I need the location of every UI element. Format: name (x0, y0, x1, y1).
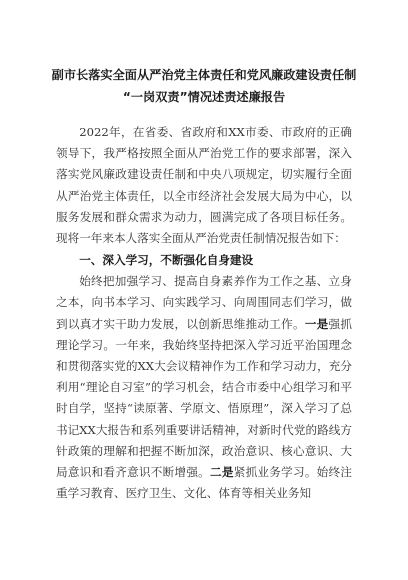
section-1-text-2: 强抓理论学习。一年来，我始终坚持把深入学习近平治国理念和贯彻落实党的XX大会议精神作为工作和学习动力，充分利用“理论自习室”的学习机会，结合市委中心组学习和平时自学，坚持“读原著、学原文、悟原理”，深入学习了总书记XX大报告和系列重要讲话精神，对新时代党的路线方针政策的理解和把握不断加深，政治意识、核心意识、大局意识和看齐意识不断增强。 (56, 316, 352, 480)
point-1-marker: 一是 (304, 316, 329, 331)
document-title-line-1: 副市长落实全面从严治党主体责任和党风廉政建设责任制 (51, 68, 357, 82)
document-title-line-2: “一岗双责”情况述责述廉报告 (122, 90, 286, 104)
section-1-text-1: 始终把加强学习、提高自身素养作为工作之基、立身之本，向书本学习、向实践学习、向周围同志们学习，做到以真才实干助力发展，以创新思维推动工作。 (56, 274, 352, 331)
intro-paragraph: 2022年，在省委、省政府和XX市委、市政府的正确领导下，我严格按照全面从严治党工作的要求部署，深入落实党风廉政建设责任制和中央八项规定，切实履行全面从严治党主体责任，以全市经济社会发展大局为中心，以服务发展和群众需求为动力，圆满完成了各项目标任务。现将一年来本人落实全面从严治党责任制情况报告如下： (56, 125, 352, 246)
point-2-marker: 二是 (210, 465, 234, 480)
section-1-heading: 一、深入学习，不断强化自身建设 (79, 253, 254, 268)
document-body (56, 122, 352, 504)
section-1-paragraph (56, 271, 352, 504)
section-1-text-3: 紧抓业务学习。始终注重学习教育、医疗卫生、文化、体育等相关业务知 (56, 465, 352, 501)
